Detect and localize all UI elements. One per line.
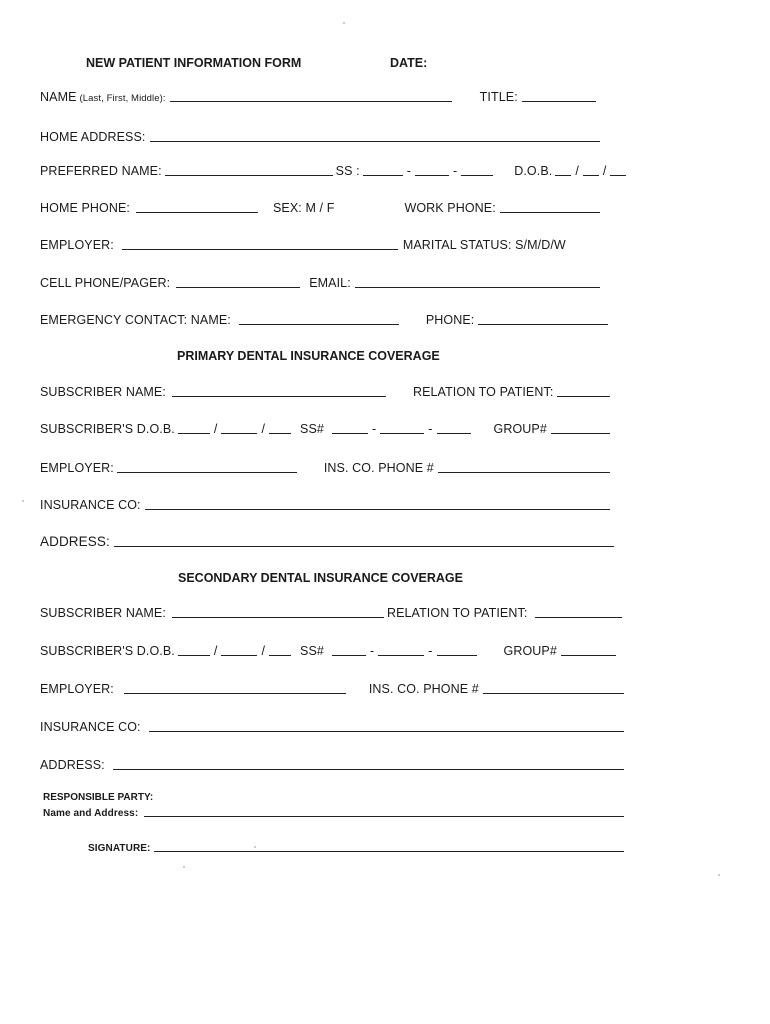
primary-ins-phone-label: INS. CO. PHONE # — [323, 461, 434, 475]
marital-status-label[interactable]: MARITAL STATUS: S/M/D/W — [402, 238, 566, 252]
primary-address-field[interactable] — [114, 545, 614, 547]
ss-label: SS : — [335, 164, 360, 178]
primary-dob-year-field[interactable] — [269, 432, 291, 434]
name-field[interactable] — [170, 100, 452, 102]
employer-label: EMPLOYER: — [40, 238, 114, 252]
name-label: NAME — [40, 90, 77, 104]
primary-dob-row — [40, 422, 614, 436]
secondary-relation-field[interactable] — [535, 616, 622, 618]
primary-dob-day-field[interactable] — [221, 432, 257, 434]
primary-group-field[interactable] — [551, 432, 610, 434]
dob-day-field[interactable] — [583, 174, 599, 176]
primary-group-label: GROUP# — [493, 422, 547, 436]
secondary-employer-row — [40, 682, 628, 696]
secondary-ss-dash-1: - — [369, 644, 375, 658]
secondary-ss-dash-2: - — [428, 644, 433, 658]
title-label: TITLE: — [479, 90, 518, 104]
primary-ss-field-1[interactable] — [332, 432, 368, 434]
email-label: EMAIL: — [309, 276, 351, 290]
primary-relation-label: RELATION TO PATIENT: — [412, 385, 554, 399]
primary-subscriber-row — [40, 385, 614, 399]
primary-subscriber-dob-label: SUBSCRIBER'S D.O.B. — [40, 422, 175, 436]
form-title: NEW PATIENT INFORMATION FORM — [86, 56, 302, 70]
dob-slash-2: / — [602, 164, 607, 178]
title-field[interactable] — [522, 100, 596, 102]
primary-ss-dash-1: - — [371, 422, 377, 436]
primary-dob-slash-2: / — [261, 422, 266, 436]
primary-ss-dash-2: - — [428, 422, 433, 436]
ss-dash-1: - — [406, 164, 411, 178]
secondary-address-row — [40, 758, 628, 772]
employer-field[interactable] — [122, 248, 398, 250]
ss-field-2[interactable] — [415, 174, 449, 176]
scan-speck — [22, 500, 24, 502]
work-phone-field[interactable] — [500, 211, 600, 213]
ss-field-1[interactable] — [363, 174, 403, 176]
emergency-contact-row — [40, 313, 612, 327]
emergency-phone-label: PHONE: — [425, 313, 475, 327]
emergency-contact-label: EMERGENCY CONTACT: NAME: — [40, 313, 231, 327]
secondary-subscriber-name-label: SUBSCRIBER NAME: — [40, 606, 166, 620]
primary-ins-phone-field[interactable] — [438, 471, 610, 473]
secondary-ins-phone-field[interactable] — [483, 692, 624, 694]
dob-month-field[interactable] — [555, 174, 571, 176]
cell-phone-field[interactable] — [176, 286, 300, 288]
ss-dash-2: - — [452, 164, 458, 178]
email-field[interactable] — [355, 286, 600, 288]
secondary-group-label: GROUP# — [503, 644, 557, 658]
secondary-employer-label: EMPLOYER: — [40, 682, 114, 696]
primary-dob-slash-1: / — [213, 422, 218, 436]
responsible-name-address-field[interactable] — [144, 815, 624, 817]
scan-speck — [718, 874, 720, 876]
employer-row — [40, 238, 566, 252]
primary-insurance-co-field[interactable] — [145, 508, 610, 510]
secondary-subscriber-name-field[interactable] — [172, 616, 384, 618]
secondary-dob-row — [40, 644, 620, 658]
dob-year-field[interactable] — [610, 174, 626, 176]
scan-speck — [183, 866, 185, 868]
name-row — [40, 90, 600, 104]
secondary-group-field[interactable] — [561, 654, 616, 656]
home-address-field[interactable] — [150, 140, 601, 142]
secondary-dob-year-field[interactable] — [269, 654, 291, 656]
secondary-insurance-co-row — [40, 720, 628, 734]
home-address-label: HOME ADDRESS: — [40, 130, 146, 144]
date-label: DATE: — [390, 56, 428, 70]
secondary-ins-phone-label: INS. CO. PHONE # — [368, 682, 479, 696]
primary-subscriber-name-label: SUBSCRIBER NAME: — [40, 385, 166, 399]
secondary-insurance-co-label: INSURANCE CO: — [40, 720, 141, 734]
secondary-ss-field-1[interactable] — [332, 654, 366, 656]
signature-row — [88, 843, 628, 854]
secondary-employer-field[interactable] — [124, 692, 346, 694]
primary-insurance-co-label: INSURANCE CO: — [40, 498, 141, 512]
preferred-name-label: PREFERRED NAME: — [40, 164, 162, 178]
emergency-phone-field[interactable] — [478, 323, 608, 325]
home-address-row — [40, 130, 604, 144]
responsible-party-heading: RESPONSIBLE PARTY: — [43, 792, 154, 803]
secondary-dob-slash-2: / — [261, 644, 266, 658]
secondary-ss-field-2[interactable] — [378, 654, 424, 656]
responsible-name-address-label: Name and Address: — [43, 808, 139, 819]
secondary-address-field[interactable] — [113, 768, 624, 770]
dob-slash-1: / — [575, 164, 579, 178]
home-phone-row — [40, 201, 604, 215]
home-phone-field[interactable] — [136, 211, 258, 213]
primary-employer-row — [40, 461, 614, 475]
secondary-dob-day-field[interactable] — [221, 654, 257, 656]
primary-ss-label: SS# — [300, 422, 324, 436]
cell-phone-label: CELL PHONE/PAGER: — [40, 276, 171, 290]
secondary-subscriber-row — [40, 606, 626, 620]
emergency-name-field[interactable] — [239, 323, 399, 325]
secondary-address-label: ADDRESS: — [40, 758, 105, 772]
ss-field-3[interactable] — [461, 174, 493, 176]
primary-ss-field-2[interactable] — [380, 432, 424, 434]
work-phone-label: WORK PHONE: — [404, 201, 496, 215]
home-phone-label: HOME PHONE: — [40, 201, 130, 215]
secondary-dob-slash-1: / — [213, 644, 218, 658]
cell-phone-row — [40, 276, 604, 290]
preferred-name-field[interactable] — [165, 174, 333, 176]
secondary-insurance-heading: SECONDARY DENTAL INSURANCE COVERAGE — [178, 571, 463, 585]
primary-address-row — [40, 534, 618, 549]
signature-label: SIGNATURE: — [88, 843, 151, 854]
responsible-name-address-row — [43, 808, 628, 819]
name-hint: (Last, First, Middle): — [79, 93, 166, 104]
secondary-ss-field-3[interactable] — [437, 654, 477, 656]
secondary-subscriber-dob-label: SUBSCRIBER'S D.O.B. — [40, 644, 175, 658]
secondary-dob-month-field[interactable] — [178, 654, 210, 656]
primary-employer-field[interactable] — [117, 471, 297, 473]
scan-speck — [343, 22, 345, 24]
secondary-ss-label: SS# — [300, 644, 324, 658]
signature-field[interactable] — [154, 850, 624, 852]
primary-relation-field[interactable] — [557, 395, 610, 397]
secondary-relation-label: RELATION TO PATIENT: — [386, 606, 528, 620]
sex-label[interactable]: SEX: M / F — [273, 201, 335, 215]
scan-speck — [254, 846, 256, 848]
primary-subscriber-name-field[interactable] — [172, 395, 386, 397]
primary-insurance-heading: PRIMARY DENTAL INSURANCE COVERAGE — [177, 349, 440, 363]
primary-insurance-co-row — [40, 498, 614, 512]
primary-dob-month-field[interactable] — [178, 432, 210, 434]
secondary-insurance-co-field[interactable] — [149, 730, 624, 732]
preferred-name-row — [40, 164, 607, 178]
primary-ss-field-3[interactable] — [437, 432, 471, 434]
primary-employer-label: EMPLOYER: — [40, 461, 114, 475]
dob-label: D.O.B. — [514, 164, 553, 178]
primary-address-label: ADDRESS: — [40, 534, 110, 549]
